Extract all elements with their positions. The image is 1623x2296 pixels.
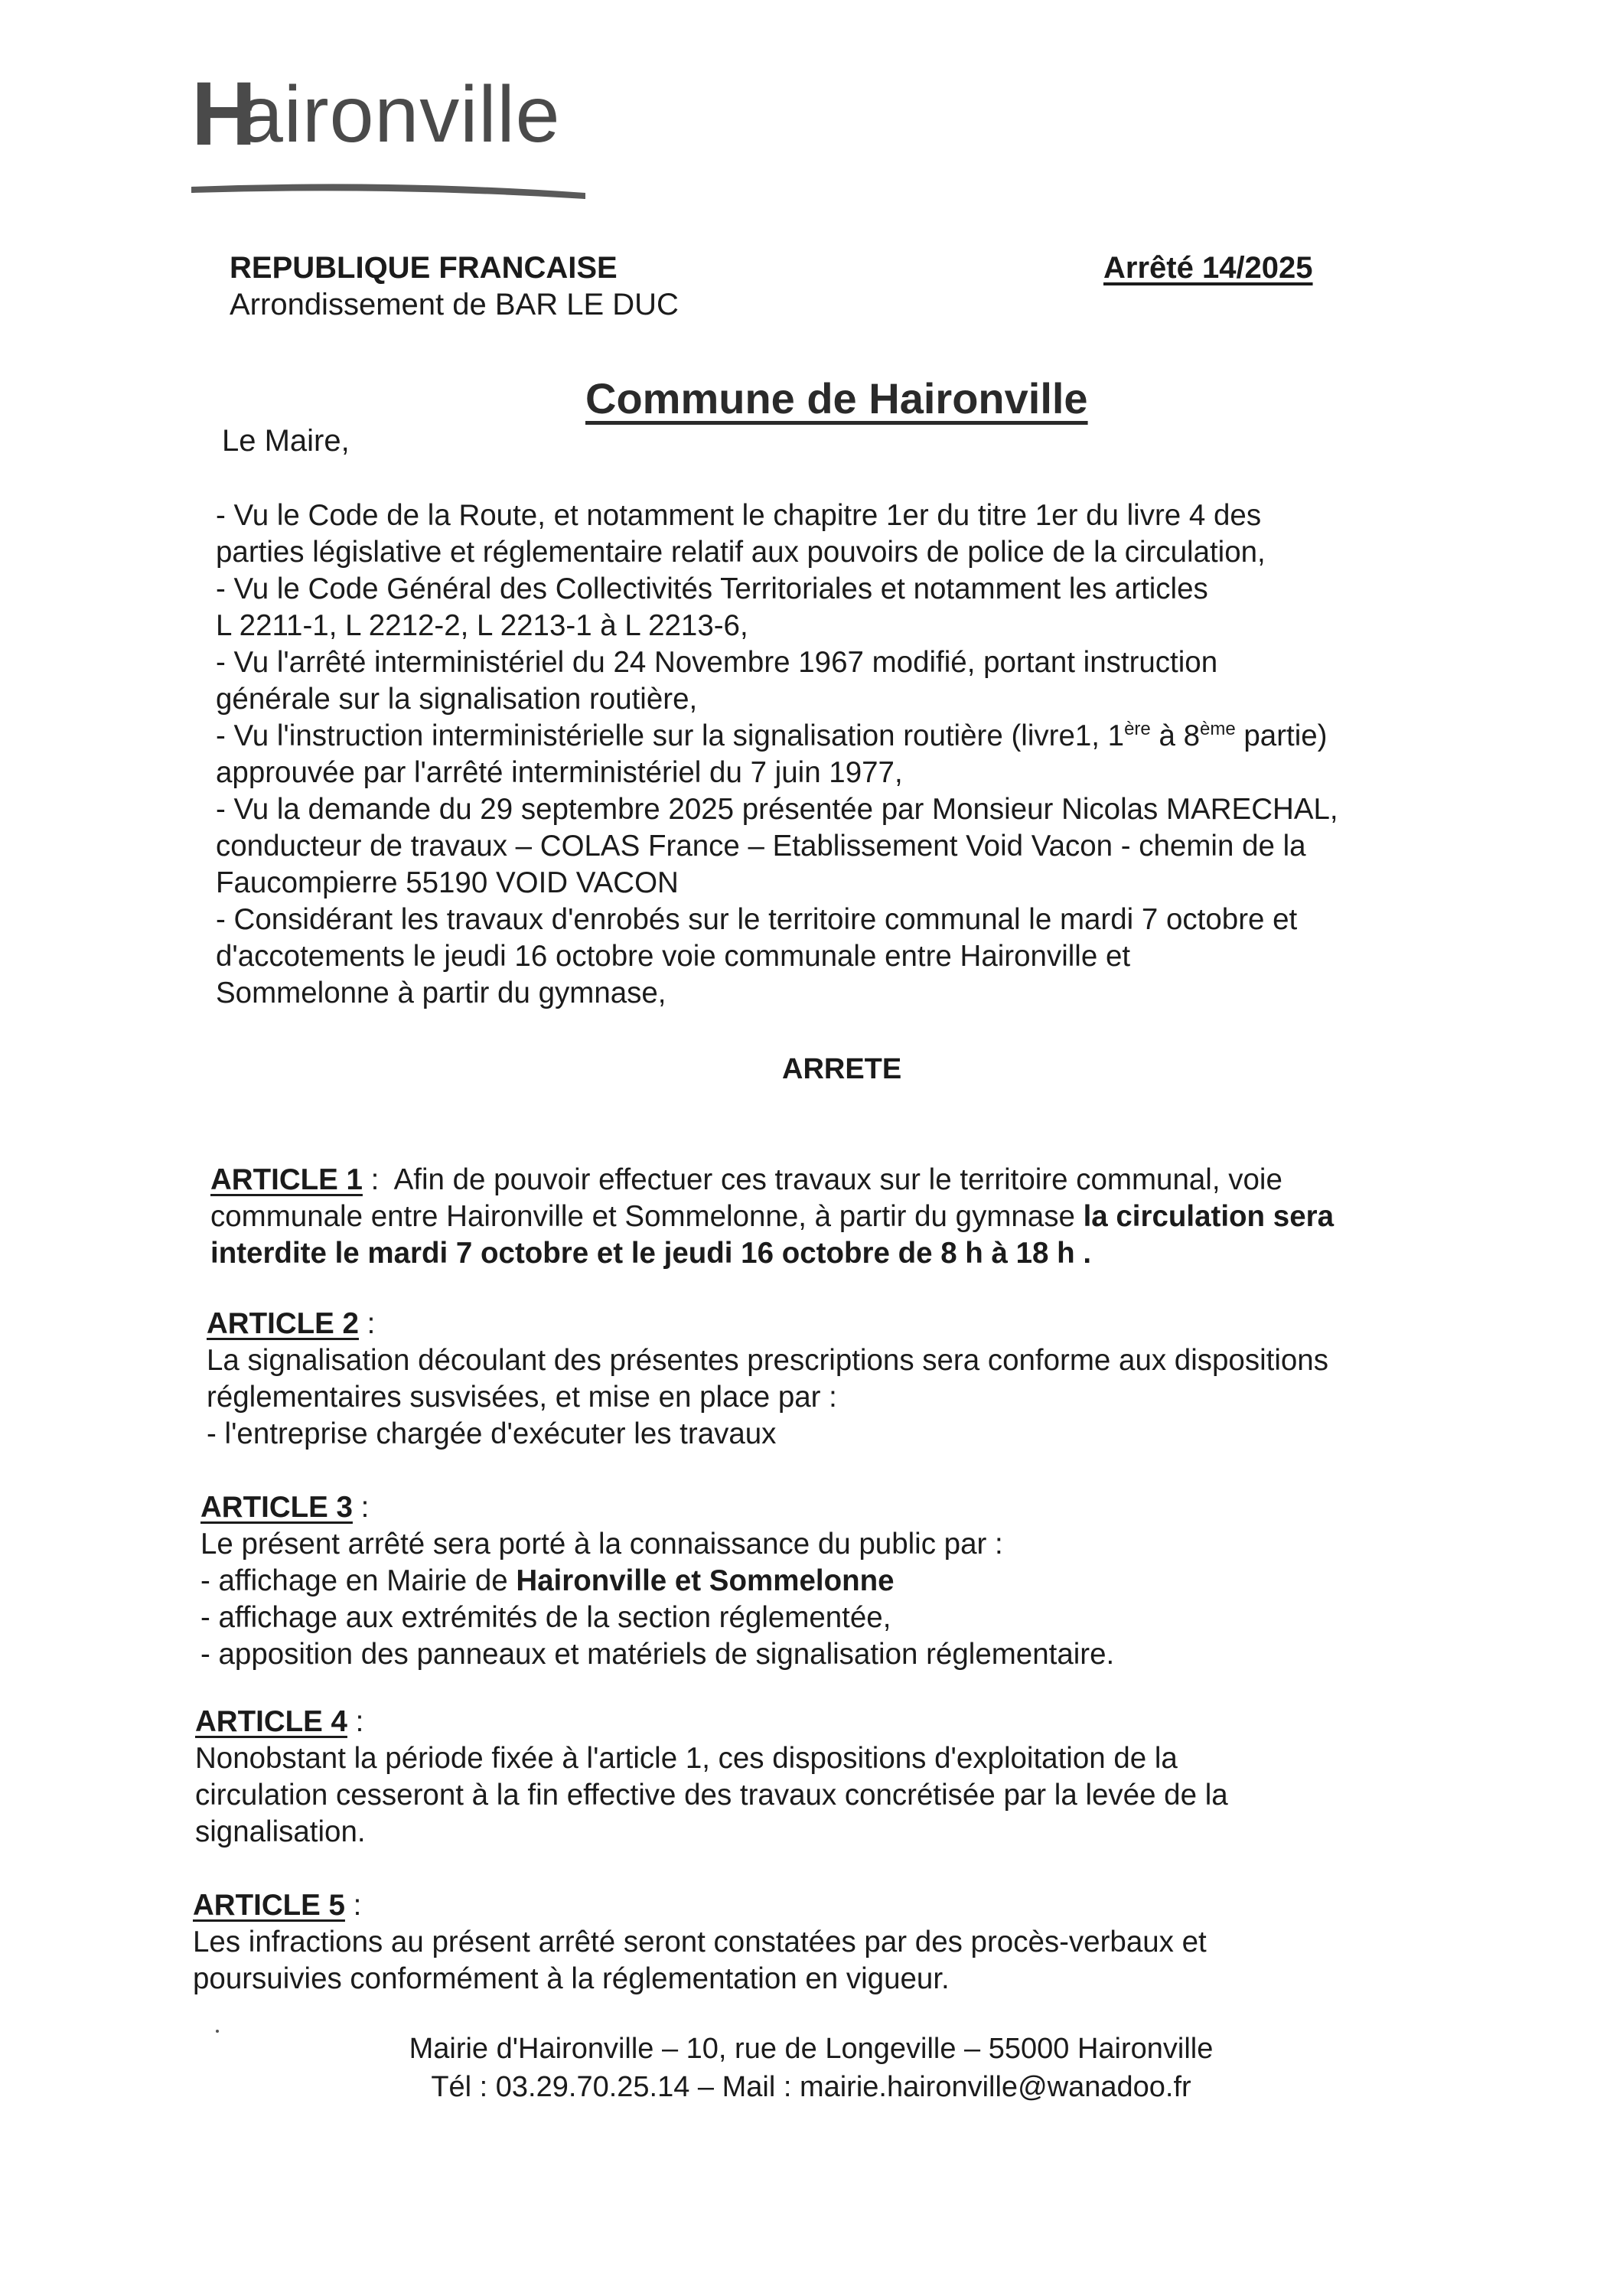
footer-address: Mairie d'Haironville – 10, rue de Longeville – 55000 Haironville <box>409 2033 1214 2065</box>
logo-swoosh-icon <box>191 176 589 207</box>
footer <box>230 2030 1393 2106</box>
arrondissement-line: Arrondissement de BAR LE DUC <box>230 288 679 321</box>
article-4-heading: ARTICLE 4 <box>195 1705 347 1738</box>
article-3: ARTICLE 3 : Le présent arrêté sera porté à la connaissance du public par : - affichage en Mairie de Haironville et Sommelonne - affichage aux extrémités de la section réglementée, - apposition des panneaux et matériels de signalisation réglementaire. <box>200 1491 1115 1671</box>
article-3-heading: ARTICLE 3 <box>200 1491 353 1524</box>
mayor-line: Le Maire, <box>222 424 350 458</box>
recital-line: parties législative et réglementaire relatif aux pouvoirs de police de la circulation, <box>216 536 1266 569</box>
recital-line: - Vu l'arrêté interministériel du 24 Novembre 1967 modifié, portant instruction <box>216 646 1218 679</box>
footer-contact: Tél : 03.29.70.25.14 – Mail : mairie.haironville@wanadoo.fr <box>431 2071 1191 2103</box>
article-2: ARTICLE 2 : La signalisation découlant des présentes prescriptions sera conforme aux dispositions réglementaires susvisées, et mise en place par : - l'entreprise chargée d'exécuter les travaux <box>207 1307 1328 1450</box>
article-4: ARTICLE 4 : Nonobstant la période fixée à l'article 1, ces dispositions d'exploitation de la circulation cesseront à la fin effective des travaux concrétisée par la levée de la signalisation. <box>195 1705 1228 1848</box>
recital-line: - Considérant les travaux d'enrobés sur le territoire communal le mardi 7 octobre et <box>216 903 1298 936</box>
recital-line: d'accotements le jeudi 16 octobre voie communale entre Haironville et <box>216 940 1131 973</box>
recital-line: - Vu la demande du 29 septembre 2025 présentée par Monsieur Nicolas MARECHAL, <box>216 793 1338 826</box>
republic-heading: REPUBLIQUE FRANCAISE <box>230 251 618 285</box>
recital-line: L 2211-1, L 2212-2, L 2213-1 à L 2213-6, <box>216 609 748 642</box>
page-title: Commune de Haironville <box>585 374 1088 422</box>
haironville-logo <box>191 54 620 207</box>
logo-text: aironville <box>239 70 561 159</box>
recital-line: approuvée par l'arrêté interministériel du 7 juin 1977, <box>216 756 903 789</box>
recital-line: - Vu le Code Général des Collectivités Territoriales et notamment les articles <box>216 572 1208 605</box>
recital-line-instruction: - Vu l'instruction interministérielle sur la signalisation routière (livre1, 1ère à 8ème partie) <box>216 719 1328 752</box>
article-5-heading: ARTICLE 5 <box>193 1889 345 1922</box>
recitals-block <box>216 497 1338 1012</box>
article-1-prohibition: interdite le mardi 7 octobre et le jeudi 16 octobre de 8 h à 18 h . <box>210 1237 1092 1270</box>
recital-line: Faucompierre 55190 VOID VACON <box>216 866 679 899</box>
decree-number: Arrêté 14/2025 <box>1103 251 1313 285</box>
recital-line: Sommelonne à partir du gymnase, <box>216 977 666 1009</box>
article-2-heading: ARTICLE 2 <box>207 1307 359 1340</box>
scan-speck <box>216 2030 219 2033</box>
article-5: ARTICLE 5 : Les infractions au présent arrêté seront constatées par des procès-verbaux et poursuivies conformément à la réglementation en vigueur. <box>193 1889 1207 1995</box>
logo-initial: H <box>191 64 257 165</box>
recital-line: - Vu le Code de la Route, et notamment le chapitre 1er du titre 1er du livre 4 des <box>216 499 1262 532</box>
recital-line: conducteur de travaux – COLAS France – Etablissement Void Vacon - chemin de la <box>216 830 1306 863</box>
article-1-heading: ARTICLE 1 <box>210 1163 363 1196</box>
article-1: ARTICLE 1 : Afin de pouvoir effectuer ces travaux sur le territoire communal, voie communale entre Haironville et Sommelonne, à partir du gymnase la circulation sera interdite le mardi 7 octobre et le jeudi 16 octobre de 8 h à 18 h . <box>210 1162 1334 1272</box>
recital-line: générale sur la signalisation routière, <box>216 683 698 716</box>
arrete-label: ARRETE <box>782 1053 902 1085</box>
